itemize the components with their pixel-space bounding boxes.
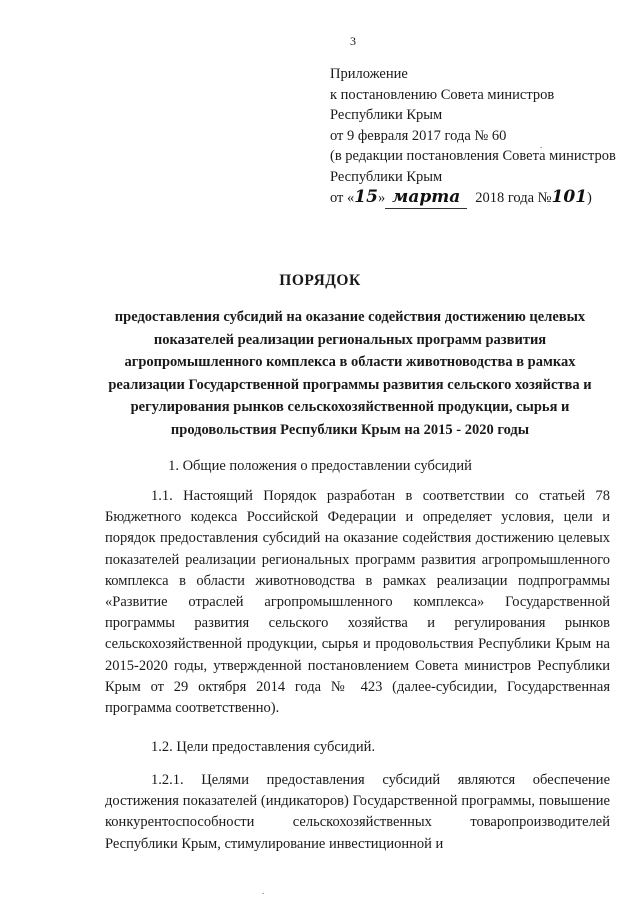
scan-speck: . — [540, 140, 543, 150]
page-number: 3 — [350, 34, 356, 48]
document-subtitle: предоставления субсидий на оказание содействия достижению целевых показателей реализации региональных программ развития агропромышленного комплекса в области животноводства в рамках реализации Государственной программы развития сельского хозяйства и регулирования рынков сельскохозяйственной продукции, сырья и продовольствия Республики Крым на 2015 - 2020 годы — [108, 309, 592, 438]
handwritten-day: 15 — [354, 187, 378, 207]
appendix-block — [330, 64, 635, 209]
handwritten-number: 101 — [551, 187, 588, 207]
section-heading: 1. Общие положения о предоставлении субсидий — [168, 458, 472, 474]
date-quote-close: » — [377, 190, 386, 206]
document-title: ПОРЯДОК — [279, 272, 361, 289]
appendix-line: Приложение — [330, 66, 408, 82]
closing-paren: ) — [587, 190, 592, 206]
date-prefix: от « — [330, 190, 355, 206]
paragraph: 1.2. Цели предоставления субсидий. — [151, 739, 376, 755]
appendix-line: Республики Крым — [330, 107, 443, 123]
scan-speck: . — [262, 886, 265, 896]
appendix-line: Республики Крым — [330, 168, 443, 185]
paragraph: 1.2.1. Целями предоставления субсидий являются обеспечение достижения показателей (индикаторов) Государственной программы, повышение конкурентоспособности сельскохозяйственных товаропроизводителей Республики Крым, стимулирование инвестиционной и — [105, 772, 610, 852]
amendment-date-line — [330, 187, 635, 209]
year-text: 2018 года № — [475, 190, 552, 206]
paragraph: 1.1. Настоящий Порядок разработан в соответствии со статьей 78 Бюджетного кодекса Российской Федерации и определяет условия, цели и порядок предоставления субсидий на оказание содействия достижению целевых показателей реализации региональных программ развития агропромышленного комплекса в области животноводства в рамках реализации подпрограммы «Развитие отраслей агропромышленного комплекса» Государственной программы развития сельского хозяйства и регулирования рынков сельскохозяйственной продукции, сырья и продовольствия Республики Крым на 2015-2020 годы, утвержденной постановлением Совета министров Республики Крым от 29 октября 2014 года № 423 (далее-субсидии, Государственная программа соответственно). — [105, 488, 610, 717]
appendix-line: (в редакции постановления Совета министров — [330, 148, 616, 164]
handwritten-month: марта — [385, 187, 467, 209]
appendix-line: к постановлению Совета министров — [330, 86, 555, 103]
appendix-line: от 9 февраля 2017 года № 60 — [330, 127, 507, 144]
